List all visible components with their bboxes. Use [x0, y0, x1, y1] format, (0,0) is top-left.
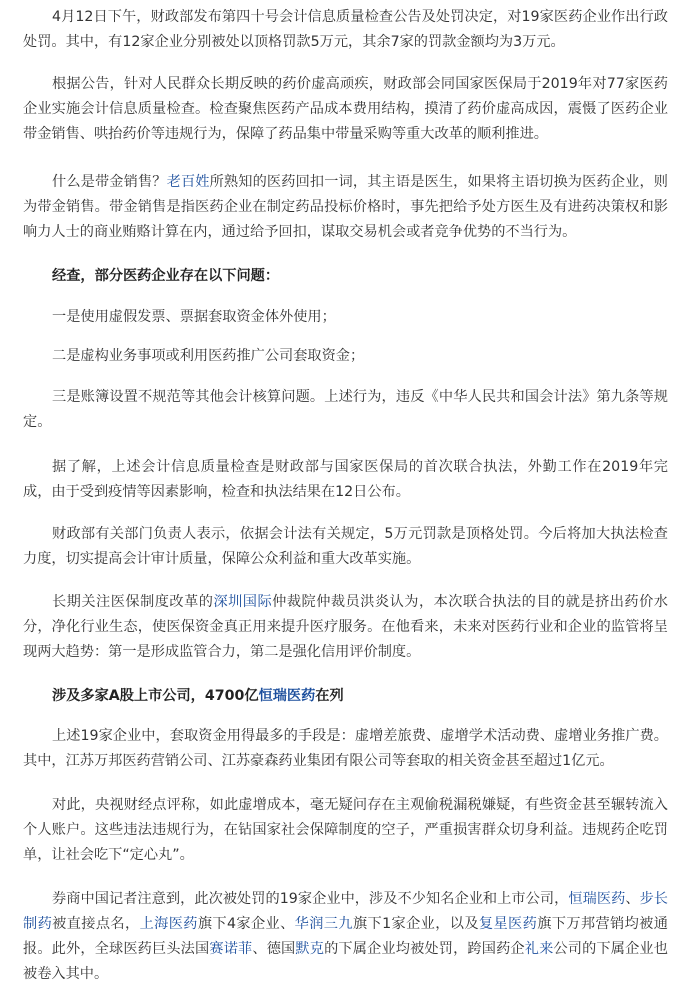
section-heading-listed: [23, 684, 668, 709]
keyword-link[interactable]: 恒瑞医药: [258, 688, 316, 704]
text-run: 旗下4家企业、: [197, 916, 295, 932]
text-run: 所熟知的医药回扣一词，其主语是医生，如果将主语切换为医药企业，则为带金销售。带金销售是指医药企业在制定药品投标价格时，事先把给予处方医生及有进药决策权和影响力人士的商业贿赂计算在内，通过给予回扣，谋取交易机会或者竞争优势的不当行为。: [23, 174, 668, 240]
text-run: 仲裁院仲裁员洪炎认为，本次联合执法的目的就是挤出药价水分，净化行业生态，使医保资金真正用来提升医疗服务。在他看来，未来对医药行业和企业的监管将呈现两大趋势：第一是形成监管合力，第二是强化信用评价制度。: [23, 594, 668, 660]
text-run: 什么是带金销售？: [52, 174, 167, 190]
paragraph-4: [23, 455, 668, 505]
text-run: 公司的下属企业也被卷入其中。: [23, 941, 668, 982]
paragraph-1: [23, 5, 668, 55]
keyword-link[interactable]: 老百姓: [166, 174, 210, 190]
keyword-link[interactable]: 恒瑞医药: [568, 891, 626, 907]
paragraph-issue-2: [23, 344, 668, 369]
text-run: 旗下万邦营销均被通报。此外，全球医药巨头法国: [23, 916, 668, 957]
text-run: 二是虚构业务事项或利用医药推广公司套取资金；: [52, 348, 365, 364]
paragraph-issue-3: [23, 385, 668, 435]
text-run: 根据公告，针对人民群众长期反映的药价虚高顽疾，财政部会同国家医保局于2019年对77家医药企业实施会计信息质量检查。检查聚焦医药产品成本费用结构，摸清了药价虚高成因，震慑了医药企业带金销售、哄抬药价等违规行为，保障了药品集中带量采购等重大改革的顺利推进。: [23, 76, 668, 142]
text-run: 上述19家企业中，套取资金用得最多的手段是：虚增差旅费、虚增学术活动费、虚增业务推广费。其中，江苏万邦医药营销公司、江苏豪森药业集团有限公司等套取的相关资金甚至超过1亿元。: [23, 728, 668, 769]
text-run: 长期关注医保制度改革的: [52, 594, 214, 610]
keyword-link[interactable]: 复星医药: [478, 916, 538, 932]
paragraph-3: [23, 170, 668, 245]
text-run: 在列: [315, 688, 344, 704]
text-run: 券商中国记者注意到，此次被处罚的19家企业中，涉及不少知名企业和上市公司，: [52, 891, 569, 907]
text-run: 、: [625, 891, 640, 907]
keyword-link[interactable]: 默克: [295, 941, 325, 957]
text-run: 经查，部分医药企业存在以下问题：: [52, 268, 280, 284]
paragraph-9: [23, 887, 668, 987]
text-run: 财政部有关部门负责人表示，依据会计法有关规定，5万元罚款是顶格处罚。今后将加大执法检查力度，切实提高会计审计质量，保障公众利益和重大改革实施。: [23, 526, 668, 567]
paragraph-8: [23, 793, 668, 868]
text-run: 被直接点名，: [52, 916, 140, 932]
section-heading-issues: [23, 264, 668, 289]
keyword-link[interactable]: 深圳国际: [213, 594, 273, 610]
paragraph-5: [23, 522, 668, 572]
keyword-link[interactable]: 上海医药: [139, 916, 198, 932]
text-run: 一是使用虚假发票、票据套取资金体外使用；: [52, 309, 336, 325]
keyword-link[interactable]: 华润三九: [294, 916, 353, 932]
paragraph-6: [23, 590, 668, 665]
keyword-link[interactable]: 步长制药: [23, 891, 668, 932]
text-run: 涉及多家A股上市公司，4700亿: [52, 688, 259, 704]
text-run: 的下属企业均被处罚，跨国药企: [324, 941, 525, 957]
text-run: 三是账簿设置不规范等其他会计核算问题。上述行为，违反《中华人民共和国会计法》第九条等规定。: [23, 389, 668, 430]
text-run: 据了解，上述会计信息质量检查是财政部与国家医保局的首次联合执法，外勤工作在2019年完成，由于受到疫情等因素影响，检查和执法结果在12日公布。: [23, 459, 668, 500]
paragraph-issue-1: [23, 305, 668, 330]
text-run: 对此，央视财经点评称，如此虚增成本，毫无疑问存在主观偷税漏税嫌疑，有些资金甚至辗转流入个人账户。这些违法违规行为，在钻国家社会保障制度的空子，严重损害群众切身利益。违规药企吃罚单，让社会吃下“定心丸”。: [23, 797, 668, 863]
paragraph-7: [23, 724, 668, 774]
keyword-link[interactable]: 赛诺菲: [209, 941, 253, 957]
text-run: 、德国: [252, 941, 296, 957]
paragraph-2: [23, 72, 668, 147]
text-run: 4月12日下午，财政部发布第四十号会计信息质量检查公告及处罚决定，对19家医药企业作出行政处罚。其中，有12家企业分别被处以顶格罚款5万元，其余7家的罚款金额均为3万元。: [23, 9, 668, 50]
keyword-link[interactable]: 礼来: [524, 941, 554, 957]
text-run: 旗下1家企业，以及: [352, 916, 479, 932]
